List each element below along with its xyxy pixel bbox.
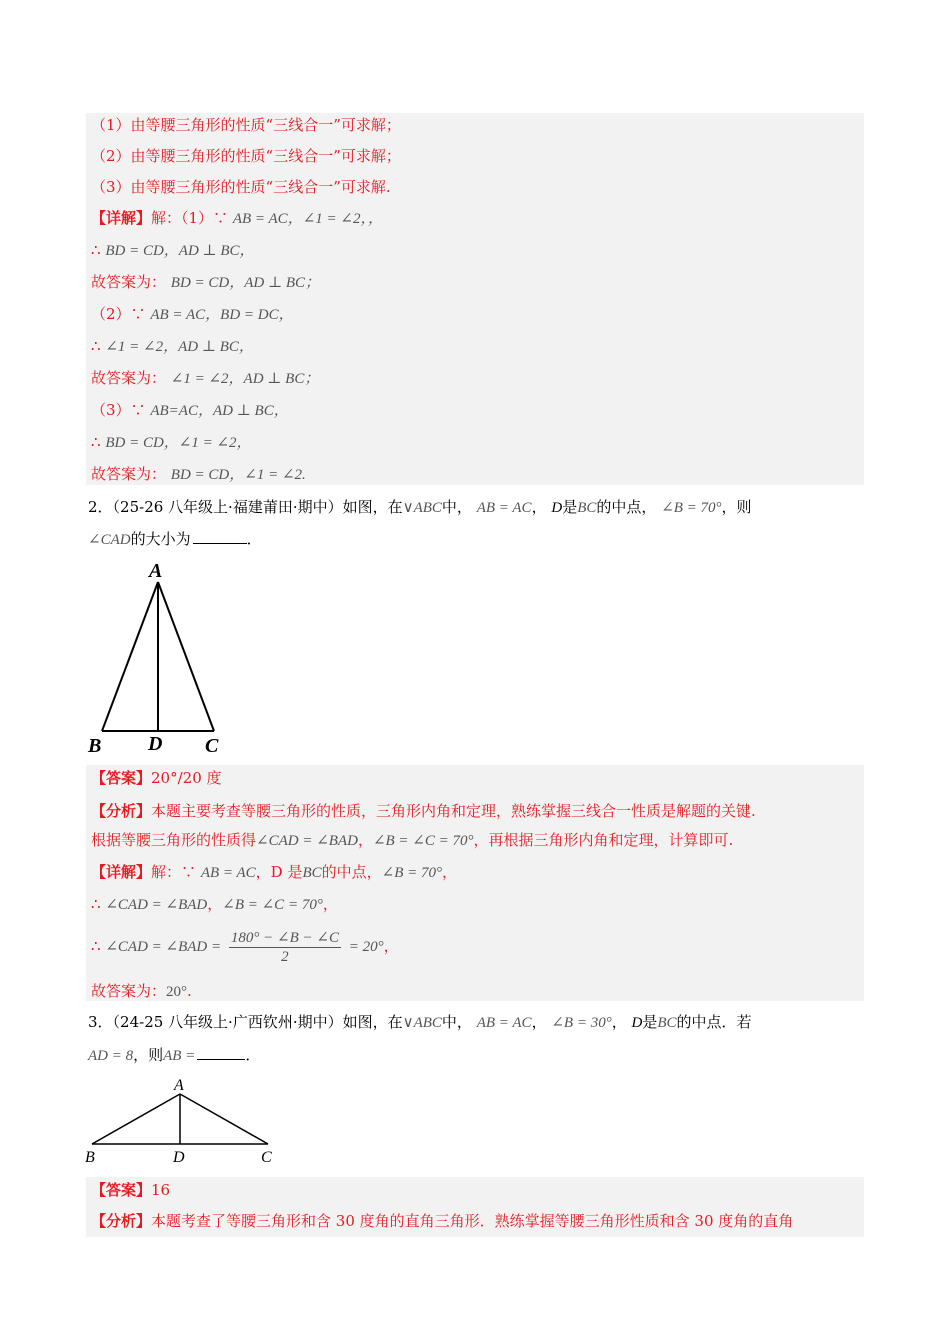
text: . <box>187 982 192 1000</box>
detail-line-1 <box>91 208 383 229</box>
therefore-symbol: ∴ <box>91 433 101 451</box>
detail-math: AB=AC，AD ⊥ BC， <box>150 403 289 419</box>
solution-panel-1 <box>86 113 864 485</box>
detail-math: AB = AC，BD = DC， <box>150 307 294 323</box>
text: ， <box>611 1013 627 1031</box>
detail-line-4 <box>91 336 254 357</box>
question-3-line-1 <box>88 1012 752 1033</box>
text: ， <box>322 895 338 913</box>
part-label: （2）∵ <box>91 305 146 323</box>
fraction <box>229 929 341 966</box>
fraction-denominator: 2 <box>281 948 289 965</box>
text: 是 <box>642 1013 658 1031</box>
text: ，D 是 <box>255 863 303 881</box>
detail-line-5 <box>91 400 289 421</box>
answer-tag: 【答案】 <box>91 1181 152 1199</box>
question-2-line-1 <box>88 497 752 518</box>
point-d-label: D <box>173 1149 185 1166</box>
answer-value: 20°/20 度 <box>151 769 222 787</box>
text: 根据等腰三角形的性质得 <box>91 831 257 849</box>
segment-label: BC <box>657 1015 677 1031</box>
solution-start: 解：（1）∵ <box>151 209 229 227</box>
text: 的大小为 <box>130 530 191 548</box>
therefore-symbol: ∴ <box>91 241 101 259</box>
vertex-b-label: B <box>85 1149 95 1166</box>
text: 的中点， <box>596 498 657 516</box>
triangle-figure-2 <box>84 556 234 756</box>
detail-math: ∠B = ∠C = 70° <box>222 897 323 913</box>
text: 是 <box>562 498 578 516</box>
detail-tag: 【详解】 <box>91 863 152 881</box>
vertex-a-label: A <box>174 1077 184 1094</box>
answer-blank[interactable] <box>193 529 247 544</box>
question-2-line-2 <box>88 529 262 550</box>
angle-math: ∠B = 70° <box>661 500 722 516</box>
segment-label: BC <box>577 500 597 516</box>
detail-math: AB = AC，∠1 = ∠2，， <box>232 211 383 227</box>
final-answer-row-2 <box>91 981 192 1002</box>
condition-math: AB = AC <box>476 500 532 516</box>
question-number: 3． <box>88 1013 113 1031</box>
detail-math: = 20° <box>348 939 384 955</box>
vertex-a-label: A <box>149 560 163 582</box>
detail-math: BD = CD，AD ⊥ BC， <box>105 243 255 259</box>
analysis-row-2a <box>91 801 756 821</box>
condition-math: AB = AC <box>476 1015 532 1031</box>
analysis-text: 本题考查了等腰三角形和含 30 度角的直角三角形．熟练掌握等腰三角形性质和含 30 度角的直角 <box>151 1212 794 1230</box>
point-d-label: D <box>148 733 163 755</box>
text: 的中点．若 <box>676 1013 752 1031</box>
fraction-numerator: 180° − ∠B − ∠C <box>230 929 339 946</box>
text: ． <box>245 1046 261 1064</box>
answer-row-3 <box>91 1180 170 1200</box>
therefore-symbol: ∴ <box>91 337 101 355</box>
answer-tag: 【答案】 <box>91 769 152 787</box>
answer-line-1 <box>91 272 320 293</box>
text: ． <box>246 530 262 548</box>
therefore-symbol: ∴ <box>91 937 101 955</box>
analysis-tag: 【分析】 <box>91 1212 152 1230</box>
vertex-c-label: C <box>261 1149 272 1166</box>
text: 中， <box>441 498 472 516</box>
answer-line-2 <box>91 368 319 389</box>
analysis-row-2b <box>91 830 733 851</box>
triangle-figure-3 <box>80 1072 290 1170</box>
therefore-symbol: ∴ <box>91 895 101 913</box>
analysis-row-3 <box>91 1211 793 1231</box>
detail-tag: 【详解】 <box>91 209 152 227</box>
detail-math: BD = CD，∠1 = ∠2， <box>105 435 252 451</box>
question-number: 2． <box>88 498 113 516</box>
text: ，则 <box>133 1046 164 1064</box>
answer-value: 16 <box>151 1181 171 1199</box>
text: 解：∵ <box>151 863 197 881</box>
question-source: （24-25 八年级上·广西钦州·期中）如图，在 <box>112 1013 403 1031</box>
answer-blank[interactable] <box>197 1045 245 1060</box>
analysis-tag: 【分析】 <box>91 802 152 820</box>
answer-math: 20° <box>166 984 188 1000</box>
text: ，则 <box>721 498 752 516</box>
point-label: D <box>631 1015 643 1031</box>
triangle-symbol: ∨ABC <box>402 500 442 516</box>
answer-math: BD = CD，∠1 = ∠2. <box>170 467 306 483</box>
text: ， <box>531 498 547 516</box>
detail-row-2b <box>91 894 338 915</box>
detail-line-6 <box>91 432 252 453</box>
text: 中， <box>441 1013 472 1031</box>
answer-math: BD = CD，AD ⊥ BC； <box>170 275 321 291</box>
answer-math: ∠1 = ∠2，AD ⊥ BC； <box>170 371 320 387</box>
detail-line-2 <box>91 240 255 261</box>
segment-label: BC <box>302 865 322 881</box>
hint-line-3: （3）由等腰三角形的性质“三线合一”可求解. <box>91 178 391 196</box>
detail-math: ∠B = 70° <box>381 865 442 881</box>
analysis-math: ∠B = ∠C = 70° <box>372 833 474 849</box>
detail-math: ∠CAD = ∠BAD = <box>105 939 222 955</box>
condition-math: AB = <box>163 1048 196 1064</box>
detail-math: ∠1 = ∠2，AD ⊥ BC， <box>105 339 254 355</box>
question-3-line-2 <box>88 1045 260 1066</box>
detail-line-3 <box>91 304 294 325</box>
text: ， <box>442 863 458 881</box>
detail-math: AB = AC <box>200 865 256 881</box>
text: ， <box>207 895 223 913</box>
point-label: D <box>551 500 563 516</box>
hint-line-1: （1）由等腰三角形的性质“三线合一”可求解； <box>91 116 401 134</box>
answer-prefix: 故答案为： <box>91 465 167 483</box>
side-ab <box>102 582 158 731</box>
question-source: （25-26 八年级上·福建莆田·期中）如图，在 <box>112 498 403 516</box>
analysis-text: 本题主要考查等腰三角形的性质，三角形内角和定理，熟练掌握三线合一性质是解题的关键. <box>151 802 756 820</box>
triangle-symbol: ∨ABC <box>402 1015 442 1031</box>
answer-line-3 <box>91 464 306 485</box>
text: ， <box>357 831 373 849</box>
side-ab <box>92 1094 180 1144</box>
answer-prefix: 故答案为： <box>91 273 167 291</box>
text: ，再根据三角形内角和定理，计算即可. <box>473 831 734 849</box>
text: ， <box>383 937 399 955</box>
analysis-math: ∠CAD = ∠BAD <box>256 833 358 849</box>
angle-math: ∠CAD <box>88 532 131 548</box>
side-ac <box>180 1094 268 1144</box>
angle-math: ∠B = 30° <box>551 1015 612 1031</box>
vertex-b-label: B <box>88 735 102 756</box>
vertex-c-label: C <box>205 735 219 756</box>
answer-prefix: 故答案为： <box>91 369 167 387</box>
text: ， <box>531 1013 547 1031</box>
condition-math: AD = 8 <box>88 1048 134 1064</box>
hint-line-2: （2）由等腰三角形的性质“三线合一”可求解； <box>91 147 401 165</box>
side-ac <box>158 582 214 731</box>
detail-row-2a <box>91 862 457 883</box>
detail-math: ∠CAD = ∠BAD <box>105 897 208 913</box>
answer-row-2 <box>91 768 222 788</box>
text: 的中点， <box>321 863 382 881</box>
detail-row-2c <box>91 925 399 968</box>
part-label: （3）∵ <box>91 401 146 419</box>
text: 故答案为： <box>91 982 167 1000</box>
